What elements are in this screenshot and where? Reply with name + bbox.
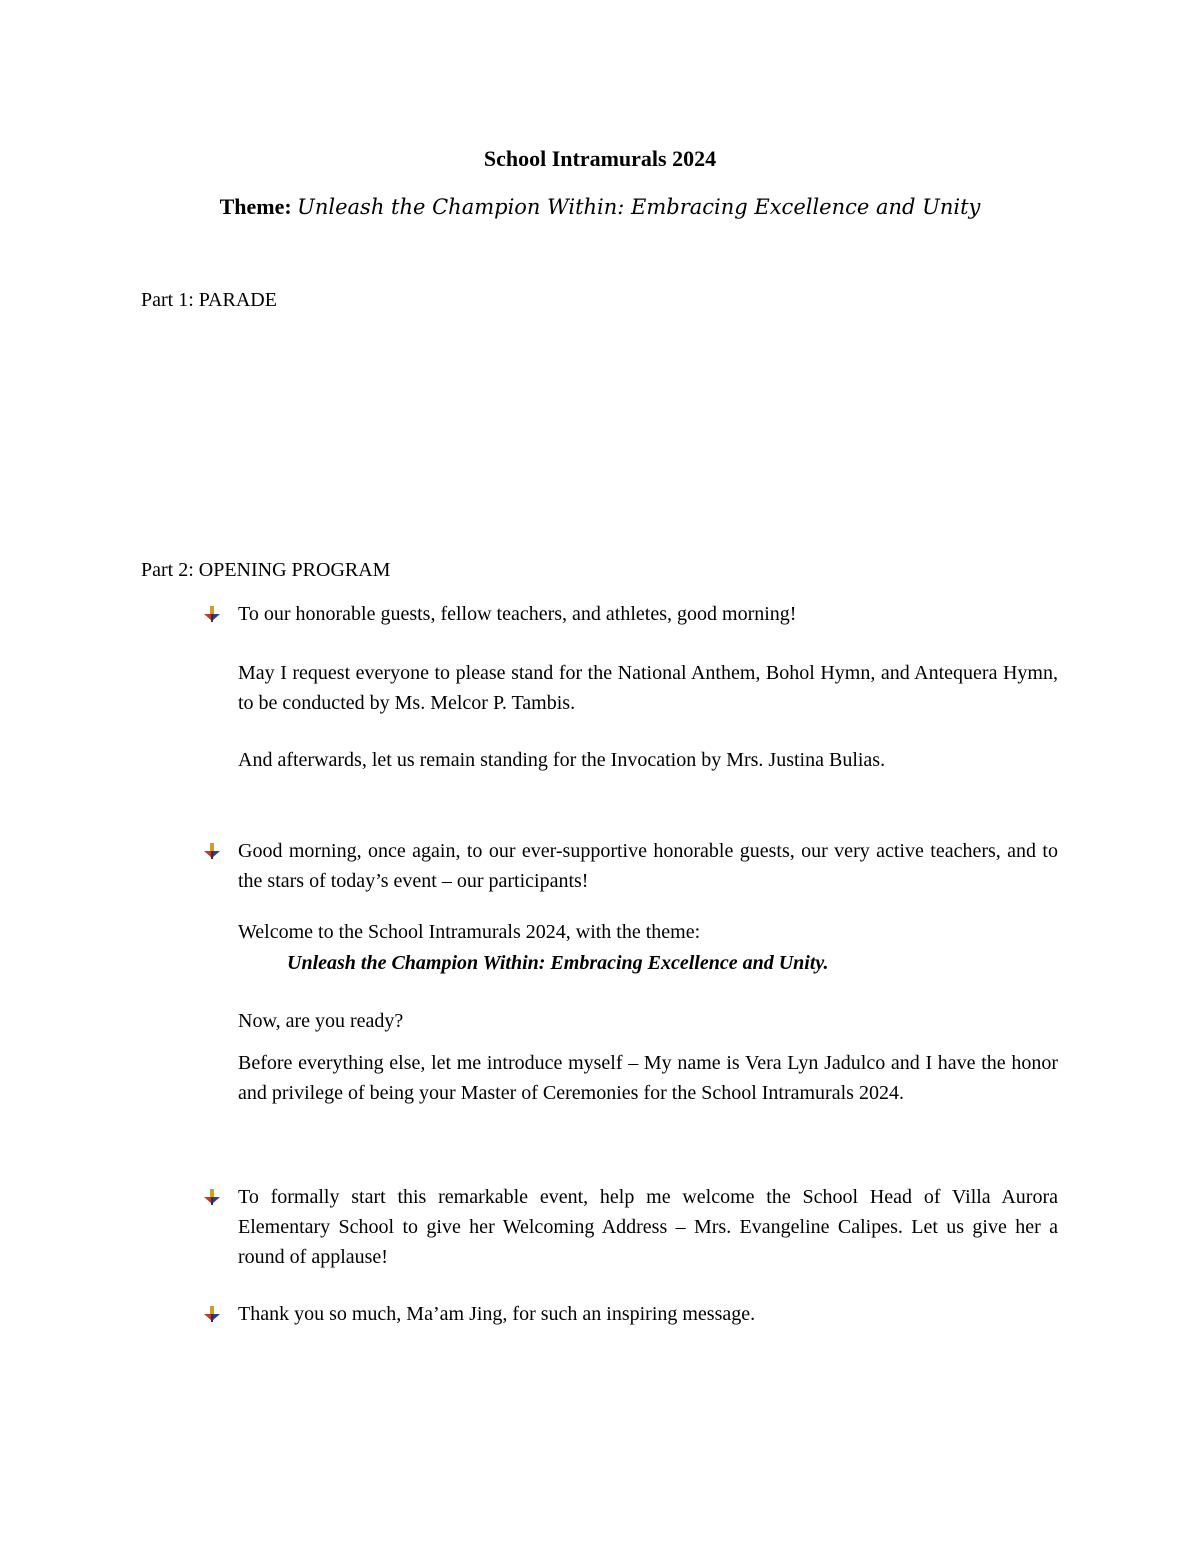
theme-label: Theme: bbox=[219, 194, 292, 219]
welcoming-address-paragraph: To formally start this remarkable event, help me welcome the School Head of Villa Aurora Elementary School to give her Welcoming Address – Mrs. Evangeline Calipes. Let us give her a round of applause! bbox=[238, 1186, 1058, 1268]
arrow-bullet-icon bbox=[203, 606, 221, 622]
part-1-heading: Part 1: PARADE bbox=[141, 289, 277, 311]
anthem-paragraph: May I request everyone to please stand for the National Anthem, Bohol Hymn, and Antequera Hymn, to be conducted by Ms. Melcor P. Tambis. bbox=[238, 662, 1058, 714]
document-title: School Intramurals 2024 bbox=[483, 146, 717, 171]
emphasized-theme: Unleash the Champion Within: Embracing Excellence and Unity. bbox=[287, 952, 829, 974]
invocation-paragraph: And afterwards, let us remain standing for the Invocation by Mrs. Justina Bulias. bbox=[238, 749, 886, 771]
ready-question: Now, are you ready? bbox=[238, 1010, 404, 1032]
arrow-bullet-icon bbox=[203, 1306, 221, 1322]
theme-text: Unleash the Champion Within: Embracing Excellence and Unity bbox=[297, 195, 981, 219]
welcome-paragraph: Welcome to the School Intramurals 2024, with the theme: bbox=[238, 921, 701, 943]
introduction-paragraph: Before everything else, let me introduce myself – My name is Vera Lyn Jadulco and I have the honor and privilege of being your Master of Ceremonies for the School Intramurals 2024. bbox=[238, 1052, 1058, 1104]
arrow-bullet-icon bbox=[203, 1189, 221, 1205]
second-greeting-paragraph: Good morning, once again, to our ever-supportive honorable guests, our very active teachers, and to the stars of today’s event – our participants! bbox=[238, 840, 1058, 892]
thanks-paragraph: Thank you so much, Ma’am Jing, for such an inspiring message. bbox=[238, 1303, 756, 1325]
part-2-heading: Part 2: OPENING PROGRAM bbox=[141, 559, 391, 581]
greeting-paragraph: To our honorable guests, fellow teachers, and athletes, good morning! bbox=[238, 603, 797, 625]
document-theme bbox=[0, 192, 1200, 222]
arrow-bullet-icon bbox=[203, 843, 221, 859]
